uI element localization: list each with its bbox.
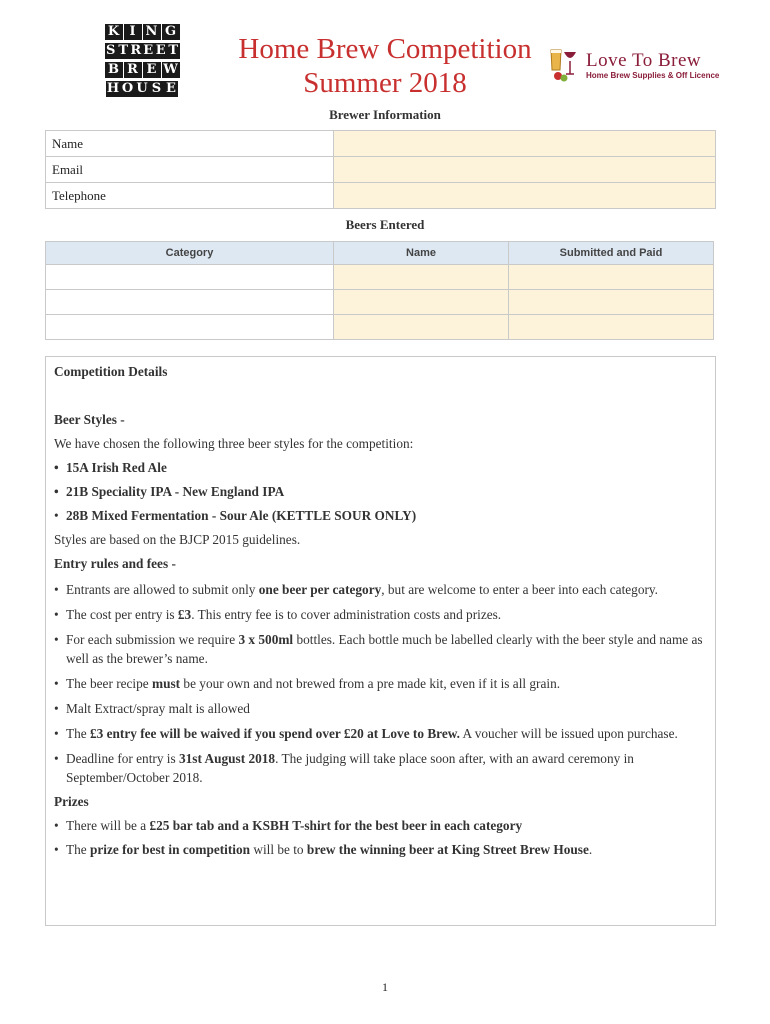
logo-letter: N — [143, 24, 161, 40]
styles-intro: We have chosen the following three beer styles for the competition: — [54, 436, 414, 451]
logo-letter: B — [105, 62, 123, 78]
rule-text: The — [66, 726, 90, 741]
logo-row — [105, 24, 180, 40]
king-street-brew-house-logo — [104, 24, 180, 97]
logo-letter: O — [121, 81, 134, 96]
prize-item — [54, 841, 707, 858]
prize-text: There will be a — [66, 818, 150, 833]
style-item — [54, 507, 707, 524]
category-cell[interactable] — [46, 315, 334, 340]
rule-text: . The judging will take place soon after, with an award ceremony in September/October 2018. — [66, 751, 634, 785]
category-cell[interactable] — [46, 290, 334, 315]
prize-text: . — [588, 842, 593, 857]
beer-wine-glass-icon — [548, 44, 584, 84]
competition-details-heading: Competition Details — [54, 364, 168, 379]
logo-letter: E — [143, 62, 161, 78]
love-to-brew-name: Love To Brew — [586, 50, 702, 71]
prize-emphasis: £25 bar tab and a KSBH T-shirt for the best beer in each category — [149, 818, 523, 833]
style-name: 28B Mixed Fermentation - Sour Ale — [66, 508, 269, 523]
beer-name-cell[interactable] — [334, 315, 509, 340]
rule-item — [54, 674, 707, 693]
rule-emphasis: must — [152, 676, 181, 691]
category-column-header: Category — [46, 242, 334, 265]
prize-emphasis: brew the winning beer at King Street Brew House — [306, 842, 589, 857]
logo-letter: U — [136, 81, 148, 96]
rule-text: Deadline for entry is — [66, 751, 179, 766]
rule-item — [54, 630, 707, 668]
rule-text: be your own and not brewed from a pre made kit, even if it is all grain. — [180, 676, 561, 691]
logo-letter: E — [143, 43, 154, 58]
title-line-2: Summer 2018 — [303, 67, 467, 99]
name-column-header: Name — [334, 242, 509, 265]
style-item: • 15A Irish Red Ale — [54, 459, 707, 476]
logo-letter: G — [162, 24, 180, 40]
submitted-paid-cell[interactable] — [509, 290, 714, 315]
email-label: Email — [46, 157, 334, 183]
entry-rules-heading: Entry rules and fees - — [54, 556, 176, 571]
submitted-paid-cell[interactable] — [509, 315, 714, 340]
beer-styles-heading: Beer Styles - — [54, 412, 125, 427]
rule-emphasis: £3 entry fee will be waived if you spend over £20 at Love to Brew. — [90, 726, 460, 741]
prize-text: The — [66, 842, 90, 857]
rule-text: , but are welcome to enter a beer into each category. — [381, 582, 659, 597]
brewer-information-heading: Brewer Information — [329, 107, 441, 122]
logo-letter: R — [130, 43, 142, 58]
rule-emphasis: 31st August 2018 — [179, 751, 276, 766]
email-field[interactable] — [334, 157, 716, 183]
table-row — [46, 183, 716, 209]
table-row — [46, 290, 714, 315]
logo-letter: R — [124, 62, 142, 78]
love-to-brew-tagline: Home Brew Supplies & Off Licence — [586, 71, 720, 80]
rule-text: A voucher will be issued upon purchase. — [459, 726, 678, 741]
category-cell[interactable] — [46, 265, 334, 290]
logo-letter: K — [105, 24, 123, 40]
beer-name-cell[interactable] — [334, 290, 509, 315]
logo-letter: S — [106, 43, 116, 58]
title-line-1: Home Brew Competition — [238, 33, 532, 65]
table-row — [46, 157, 716, 183]
logo-letter: H — [106, 81, 120, 96]
style-qualifier: (KETTLE SOUR ONLY) — [271, 508, 417, 523]
table-row — [46, 265, 714, 290]
styles-note: Styles are based on the BJCP 2015 guidelines. — [54, 532, 301, 547]
table-header-row — [46, 242, 714, 265]
submitted-paid-column-header: Submitted and Paid — [509, 242, 714, 265]
rule-text: For each submission we require — [66, 632, 239, 647]
style-item: • 21B Speciality IPA - New England IPA — [54, 483, 707, 500]
name-field[interactable] — [334, 131, 716, 157]
page-number: 1 — [382, 980, 388, 994]
logo-letter: E — [155, 43, 166, 58]
prize-item — [54, 817, 707, 834]
rule-text: . This entry fee is to cover administration costs and prizes. — [191, 607, 502, 622]
brewer-information-table — [45, 130, 716, 209]
beer-name-cell[interactable] — [334, 265, 509, 290]
rule-item — [54, 580, 707, 599]
rule-text: The beer recipe — [66, 676, 153, 691]
table-row — [46, 131, 716, 157]
rule-text: The cost per entry is — [66, 607, 178, 622]
rule-emphasis: 3 x 500ml — [238, 632, 294, 647]
logo-letter: S — [149, 81, 164, 97]
logo-letter: T — [168, 43, 179, 58]
prize-emphasis: prize for best in competition — [90, 842, 251, 857]
prize-text: will be to — [250, 842, 307, 857]
logo-row — [106, 81, 179, 97]
telephone-field[interactable] — [334, 183, 716, 209]
telephone-label: Telephone — [46, 183, 334, 209]
love-to-brew-logo — [548, 44, 728, 84]
logo-letter: W — [163, 62, 178, 77]
name-label: Name — [46, 131, 334, 157]
submitted-paid-cell[interactable] — [509, 265, 714, 290]
logo-row — [105, 62, 180, 78]
rule-emphasis: £3 — [177, 607, 192, 622]
prizes-heading: Prizes — [54, 794, 89, 809]
beers-entered-table — [45, 241, 714, 340]
rule-item: • Malt Extract/spray malt is allowed — [54, 699, 707, 718]
rule-item — [54, 749, 707, 787]
rule-item — [54, 605, 707, 624]
rule-text: bottles. Each bottle much be labelled clearly with the beer style and name as well as the brewer’s name. — [66, 632, 703, 666]
table-row — [46, 315, 714, 340]
logo-row — [105, 43, 180, 59]
competition-details-box — [45, 356, 716, 926]
document-title — [200, 32, 570, 100]
rule-text: Entrants are allowed to submit only — [66, 582, 259, 597]
logo-letter: I — [124, 24, 142, 40]
logo-letter: T — [118, 43, 129, 58]
rule-item — [54, 724, 707, 743]
rule-emphasis: one beer per category — [258, 582, 382, 597]
logo-letter: E — [164, 81, 179, 97]
beers-entered-heading: Beers Entered — [345, 217, 425, 232]
